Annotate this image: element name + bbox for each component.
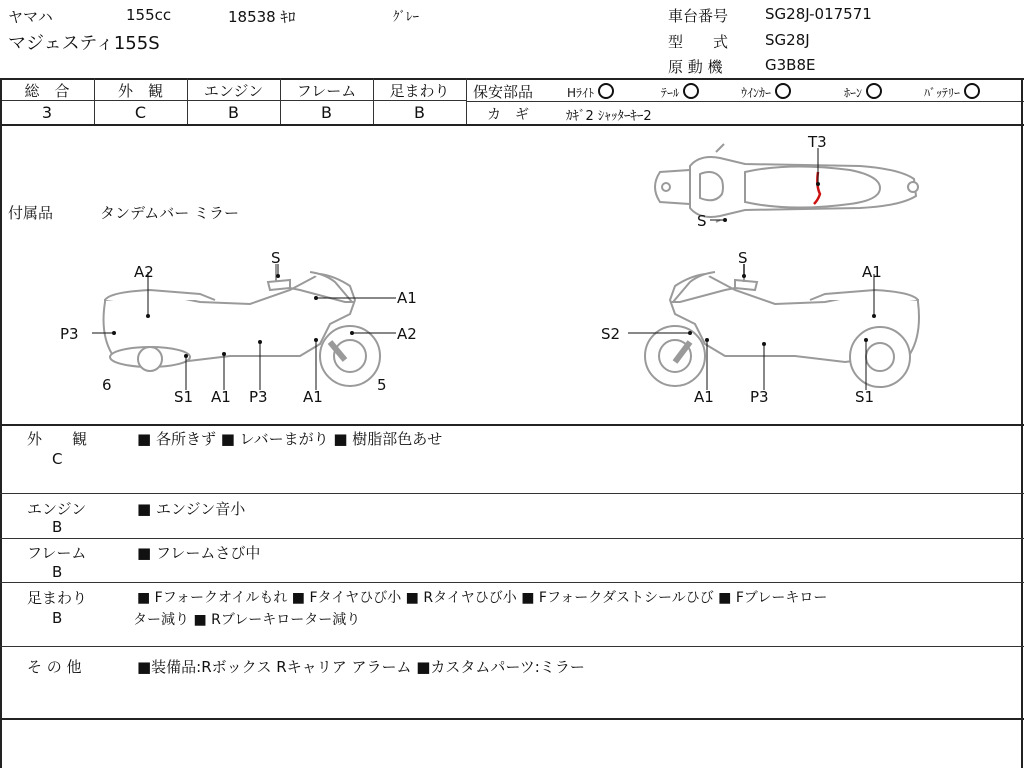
type-label: 型 式	[668, 33, 729, 51]
engine-grade-label: エンジン	[203, 82, 264, 100]
engine-label: 原 動 機	[668, 58, 723, 76]
frame-grade-label: フレーム	[296, 82, 357, 100]
suspension-grade-label: 足まわり	[389, 82, 450, 100]
maker: ヤマハ	[8, 8, 53, 26]
details-divider-1	[0, 493, 1024, 494]
tail-label: ﾃｰﾙ	[661, 86, 680, 100]
scooter-top-view	[655, 144, 918, 222]
battery-label: ﾊﾞｯﾃﾘｰ	[924, 86, 961, 100]
ok-circle-icon	[775, 83, 791, 99]
other-detail-text: ■装備品:Rボックス Rキャリア アラーム ■カスタムパーツ:ミラー	[137, 658, 585, 676]
details-divider-4	[0, 646, 1024, 647]
engine-value: G3B8E	[765, 56, 816, 74]
accessories-label: 付属品	[8, 204, 54, 222]
suspension-detail-label: 足まわり	[27, 589, 88, 607]
left-label-a2-right: A2	[397, 325, 417, 343]
details-divider-3	[0, 582, 1024, 583]
displacement: 155cc	[126, 6, 172, 24]
key-value: ｶｷﾞ2 ｼｬｯﾀｰｷｰ2	[566, 109, 652, 124]
ok-circle-icon	[964, 83, 980, 99]
left-label-6: 6	[102, 376, 112, 394]
left-label-a1-front: A1	[303, 388, 323, 406]
suspension-detail-grade: B	[52, 609, 63, 627]
left-label-a1-bottom: A1	[211, 388, 231, 406]
type-value: SG28J	[765, 31, 810, 49]
suspension-detail-text-2: ター減り ■ Rブレーキローター減り	[133, 612, 361, 628]
ok-circle-icon	[598, 83, 614, 99]
exterior-detail-text: ■ 各所きず ■ レバーまがり ■ 樹脂部色あせ	[137, 430, 443, 448]
exterior-grade-value: C	[134, 103, 147, 122]
engine-detail-grade: B	[52, 518, 63, 536]
right-label-s1: S1	[855, 388, 875, 406]
top-label-t3: T3	[808, 133, 827, 151]
left-label-a1-right: A1	[397, 289, 417, 307]
left-label-p3-bottom: P3	[249, 388, 268, 406]
headlight-label: Hﾗｲﾄ	[567, 86, 595, 100]
exterior-detail-label: 外 観	[27, 430, 88, 448]
left-label-a2-top: A2	[134, 263, 154, 281]
left-label-5: 5	[377, 376, 387, 394]
safety-item-headlight	[567, 83, 614, 101]
frame-detail-text: ■ フレームさび中	[137, 544, 261, 562]
frame-detail-label: フレーム	[27, 544, 87, 562]
right-label-s: S	[738, 249, 748, 267]
overall-grade-value: 3	[41, 103, 53, 122]
safety-row-divider	[466, 101, 1024, 102]
top-label-s: S	[697, 212, 707, 230]
engine-grade-value: B	[228, 103, 239, 122]
right-label-p3: P3	[750, 388, 769, 406]
leader-dot	[723, 218, 727, 222]
safety-parts-label: 保安部品	[473, 83, 534, 101]
left-label-p3-left: P3	[60, 325, 79, 343]
details-divider-2	[0, 538, 1024, 539]
right-label-s2: S2	[601, 325, 621, 343]
scooter-diagram	[0, 124, 1024, 424]
frame-detail-grade: B	[52, 563, 63, 581]
other-detail-label: そ の 他	[27, 658, 82, 676]
engine-detail-label: エンジン	[27, 500, 87, 518]
col-divider-5	[466, 78, 467, 124]
exterior-grade-label: 外 観	[117, 82, 163, 100]
ok-circle-icon	[683, 83, 699, 99]
details-top-border	[0, 424, 1024, 426]
engine-detail-text: ■ エンジン音小	[137, 500, 246, 518]
left-label-s: S	[271, 249, 281, 267]
exterior-detail-grade: C	[52, 450, 63, 468]
color: ｸﾞﾚｰ	[393, 10, 419, 25]
right-label-a1-top: A1	[862, 263, 882, 281]
mileage: 18538 ｷﾛ	[228, 8, 296, 26]
details-bottom-border	[0, 718, 1024, 720]
safety-item-battery	[924, 83, 980, 101]
safety-item-tail	[661, 83, 699, 101]
frame-grade-value: B	[321, 103, 332, 122]
safety-item-horn	[844, 83, 882, 101]
frame-number: SG28J-017571	[765, 5, 872, 23]
scooter-right-view	[645, 264, 919, 387]
suspension-detail-text-1: ■ Fフォークオイルもれ ■ Fタイヤひび小 ■ Rタイヤひび小 ■ Fフォークダストシールひび ■ Fブレーキロー	[137, 590, 828, 606]
model-name: マジェスティ155S	[8, 33, 160, 54]
left-label-s1: S1	[174, 388, 194, 406]
scooter-left-view	[104, 264, 380, 386]
accessories-value: タンデムバー ミラー	[100, 204, 240, 222]
key-label: カ ギ	[487, 107, 529, 123]
safety-item-winker	[741, 83, 791, 101]
right-label-a1-bottom: A1	[694, 388, 714, 406]
horn-label: ﾎｰﾝ	[844, 86, 863, 100]
ok-circle-icon	[866, 83, 882, 99]
suspension-grade-value: B	[414, 103, 425, 122]
leader-dot	[816, 182, 820, 186]
overall-grade-label: 総 合	[24, 82, 70, 100]
winker-label: ｳｲﾝｶｰ	[741, 86, 772, 100]
frame-number-label: 車台番号	[668, 7, 729, 25]
